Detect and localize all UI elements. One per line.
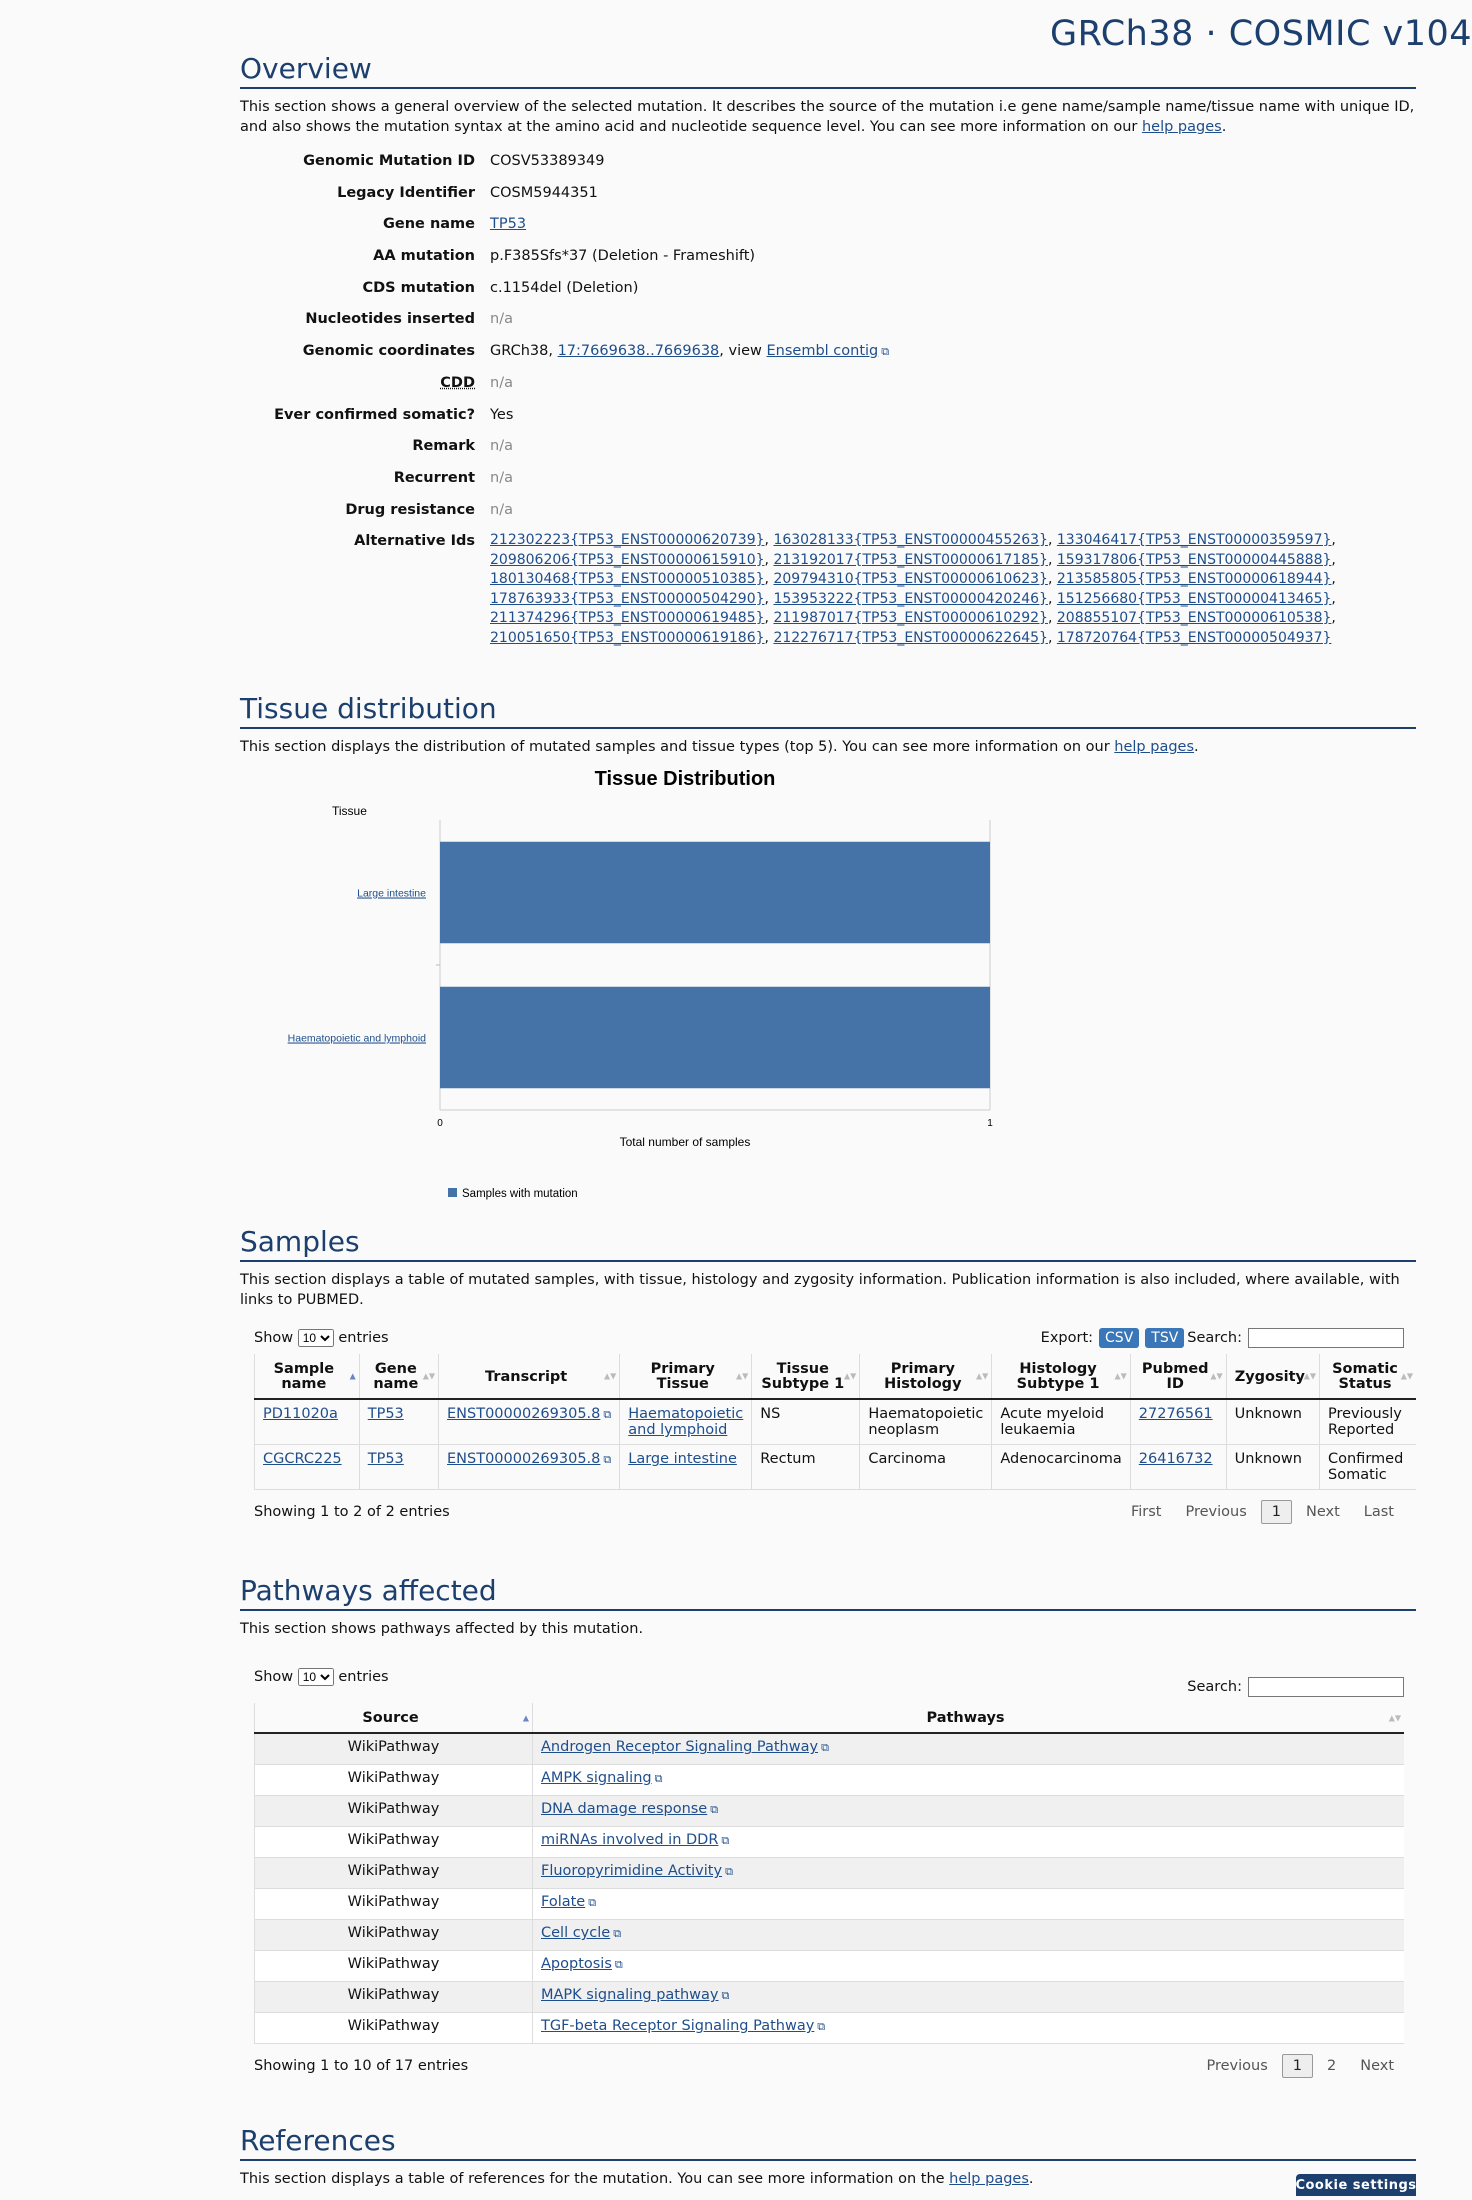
row-legacy-identifier — [240, 183, 1416, 215]
histology_sub-value: Adenocarcinoma — [1000, 1451, 1122, 1468]
samples-cell-sample — [255, 1399, 360, 1445]
gene-link[interactable]: TP53 — [367, 1451, 404, 1468]
tissue-description — [240, 737, 1415, 757]
alternative-id-link[interactable]: 159317806{TP53_ENST00000445888} — [1056, 551, 1332, 568]
pathway-source-cell — [255, 1796, 533, 1827]
external-link-icon: ⧉ — [821, 1741, 829, 1755]
samples-length — [254, 1329, 389, 1347]
row-cds-mutation — [240, 278, 1416, 310]
sort-icon: ▲▼ — [1400, 1371, 1413, 1381]
label-gene-name: Gene name — [383, 216, 475, 233]
ensembl-contig-link[interactable]: Ensembl contig — [766, 343, 879, 360]
pathway-row — [255, 1796, 1405, 1827]
pathway-name-cell — [533, 1982, 1405, 2013]
tissue-desc-end: . — [1194, 739, 1199, 756]
samples-col-label: Transcript — [485, 1368, 568, 1385]
external-link-icon: ⧉ — [603, 1453, 612, 1467]
col-pathways-label: Pathways — [926, 1710, 1005, 1727]
row-genomic-mutation-id — [240, 151, 1416, 183]
pathway-name-cell — [533, 1951, 1405, 1982]
tissue-title: Tissue distribution — [240, 692, 1416, 729]
coord-mid: , view — [719, 343, 767, 360]
pathway-link[interactable]: miRNAs involved in DDR — [541, 1832, 719, 1849]
value-aa-mutation: p.F385Sfs*37 (Deletion - Frameshift) — [490, 248, 756, 265]
row-remark — [240, 436, 1416, 468]
value-cds-mutation: c.1154del (Deletion) — [490, 279, 639, 296]
label-aa-mutation: AA mutation — [373, 248, 475, 265]
samples-entries-label: entries — [338, 1330, 389, 1347]
samples-previous-button[interactable]: Previous — [1185, 1504, 1247, 1521]
references-description — [240, 2169, 1415, 2189]
external-link-icon: ⧉ — [654, 1772, 663, 1786]
pathway-source-cell — [255, 1858, 533, 1889]
tissue-section — [240, 692, 1416, 1215]
pathway-source: WikiPathway — [347, 2018, 440, 2035]
pathway-source: WikiPathway — [347, 1832, 440, 1849]
label-genomic-coordinates: Genomic coordinates — [302, 343, 475, 360]
row-nucleotides-inserted — [240, 309, 1416, 341]
row-gene-name — [240, 214, 1416, 246]
samples-cell-histology — [860, 1399, 992, 1445]
samples-controls — [254, 1328, 1404, 1348]
samples-last-button[interactable]: Last — [1363, 1504, 1394, 1521]
chart-category-label[interactable]: Large intestine — [357, 887, 426, 900]
label-genomic-mutation-id: Genomic Mutation ID — [303, 153, 475, 169]
chart-bar[interactable] — [440, 987, 990, 1089]
pathway-link[interactable]: MAPK signaling pathway — [541, 1987, 719, 2004]
tissue_sub-value: NS — [760, 1406, 781, 1423]
samples-cell-sample — [255, 1445, 360, 1490]
samples-show-label: Show — [254, 1330, 294, 1347]
histology-value: Haematopoietic neoplasm — [868, 1406, 984, 1439]
samples-col-5[interactable] — [860, 1354, 992, 1399]
chart-x-tick-label: 1 — [987, 1118, 993, 1130]
pathway-source-cell — [255, 1889, 533, 1920]
pathways-entries-select[interactable] — [298, 1668, 334, 1686]
samples-col-label: Primary Tissue — [650, 1361, 715, 1393]
col-source[interactable] — [255, 1703, 533, 1733]
sort-icon: ▲▼ — [603, 1371, 617, 1381]
pathways-info: Showing 1 to 10 of 17 entries — [254, 2058, 469, 2075]
pathway-link[interactable]: TGF-beta Receptor Signaling Pathway — [541, 2018, 815, 2035]
histology-value: Carcinoma — [868, 1451, 947, 1468]
pathway-source: WikiPathway — [347, 1739, 440, 1756]
value-nucleotides-inserted: n/a — [490, 311, 513, 328]
overview-desc-end: . — [1221, 119, 1227, 135]
samples-row — [255, 1399, 1417, 1445]
somatic-value: Confirmed Somatic — [1328, 1451, 1404, 1484]
samples-description: This section displays a table of mutated samples, with tissue, histology and zygosity information. Publication information is also included, where available, with links to PUBMED. — [240, 1272, 1400, 1309]
alternative-id-link[interactable]: 210051650{TP53_ENST00000619186} — [490, 629, 765, 646]
pathway-source-cell — [255, 2013, 533, 2044]
samples-col-label: Primary Histology — [884, 1361, 962, 1393]
pathway-source: WikiPathway — [347, 1801, 440, 1818]
sort-icon: ▲▼ — [1210, 1371, 1223, 1381]
samples-table — [254, 1354, 1416, 1490]
alternative-id-link[interactable]: 213585805{TP53_ENST00000618944} — [1056, 571, 1332, 588]
sort-icon: ▲▼ — [1114, 1371, 1127, 1381]
alternative-id-link[interactable]: 209794310{TP53_ENST00000610623} — [773, 571, 1048, 588]
sort-icon: ▲▼ — [422, 1371, 435, 1381]
samples-search-label: Search: — [1187, 1330, 1242, 1347]
samples-col-label: Sample name — [273, 1361, 335, 1393]
overview-title: Overview — [240, 52, 1416, 89]
gene-name-link[interactable]: TP53 — [490, 216, 527, 233]
value-legacy-identifier: COSM5944351 — [490, 184, 598, 201]
row-recurrent — [240, 468, 1416, 500]
samples-cell-zygosity — [1226, 1399, 1319, 1445]
references-title: References — [240, 2124, 1416, 2161]
chart-legend-label[interactable]: Samples with mutation — [462, 1188, 578, 1201]
samples-cell-histology — [860, 1445, 992, 1490]
pathway-row — [255, 1889, 1405, 1920]
coord-prefix: GRCh38, — [490, 343, 558, 360]
pathway-source: WikiPathway — [347, 1894, 440, 1911]
samples-col-3[interactable] — [620, 1354, 752, 1399]
value-cdd: n/a — [490, 374, 513, 391]
sample-link[interactable]: PD11020a — [263, 1406, 338, 1423]
assembly-title: GRCh38 · COSMIC v104 — [1050, 14, 1472, 54]
col-pathways[interactable] — [533, 1703, 1405, 1733]
pathway-name-cell — [533, 1858, 1405, 1889]
chart-legend-swatch — [448, 1188, 457, 1197]
external-link-icon: ⧉ — [588, 1896, 597, 1910]
external-link-icon: ⧉ — [614, 1958, 623, 1972]
somatic-value: Previously Reported — [1328, 1406, 1402, 1439]
external-link-icon: ⧉ — [817, 2020, 826, 2034]
pathway-name-cell — [533, 1733, 1405, 1765]
pathways-controls — [254, 1657, 1404, 1697]
row-drug-resistance — [240, 500, 1416, 532]
pathway-source: WikiPathway — [347, 1770, 440, 1787]
tissue-chart — [240, 765, 1416, 1215]
value-drug-resistance: n/a — [490, 501, 513, 518]
pathway-link[interactable]: DNA damage response — [541, 1801, 708, 1818]
pathway-row — [255, 1982, 1405, 2013]
pathway-source-cell — [255, 1733, 533, 1765]
samples-cell-histology_sub — [992, 1445, 1130, 1490]
pathway-name-cell — [533, 1796, 1405, 1827]
genomic-coordinates-link[interactable]: 17:7669638..7669638 — [557, 343, 720, 360]
col-source-label: Source — [362, 1710, 419, 1727]
row-alternative-ids — [240, 531, 1416, 648]
samples-col-2[interactable] — [439, 1354, 620, 1399]
samples-cell-tissue_sub — [752, 1445, 860, 1490]
samples-col-label: Pubmed ID — [1141, 1361, 1209, 1393]
samples-col-6[interactable] — [992, 1354, 1130, 1399]
sort-asc-icon: ▲ — [522, 1713, 529, 1723]
external-link-icon: ⧉ — [721, 1834, 730, 1848]
value-ever-confirmed-somatic: Yes — [490, 406, 514, 423]
external-link-icon: ⧉ — [725, 1865, 733, 1879]
samples-col-1[interactable] — [359, 1354, 438, 1399]
samples-col-4[interactable] — [752, 1354, 860, 1399]
label-legacy-identifier: Legacy Identifier — [337, 184, 475, 201]
overview-help-link[interactable]: help pages — [1141, 119, 1222, 135]
samples-body — [255, 1399, 1417, 1490]
export-label: Export: — [1040, 1330, 1094, 1347]
external-link-icon: ⧉ — [721, 1989, 730, 2003]
pathways-table — [254, 1703, 1404, 2044]
pathways-previous-button[interactable]: Previous — [1206, 2058, 1268, 2075]
label-cdd: CDD — [440, 374, 475, 391]
pathways-search — [1187, 1677, 1404, 1697]
zygosity-value: Unknown — [1234, 1451, 1302, 1468]
alternative-id-link[interactable]: 153953222{TP53_ENST00000420246} — [773, 590, 1048, 607]
pathway-name-cell — [533, 1765, 1405, 1796]
pathway-name-cell — [533, 1889, 1405, 1920]
pathway-link[interactable]: Apoptosis — [541, 1956, 612, 1973]
main-content — [240, 52, 1416, 2197]
label-alternative-ids: Alternative Ids — [354, 533, 475, 550]
references-desc-text: This section displays a table of references for the mutation. You can see more information on the — [240, 2171, 950, 2188]
pathways-page-2-button[interactable]: 2 — [1326, 2058, 1337, 2075]
pubmed-link[interactable]: 26416732 — [1138, 1451, 1213, 1468]
samples-col-label: Tissue Subtype 1 — [761, 1361, 845, 1393]
sort-icon: ▲▼ — [976, 1371, 989, 1381]
alternative-id-link[interactable]: 209806206{TP53_ENST00000615910} — [490, 551, 765, 568]
pathway-name-cell — [533, 1827, 1405, 1858]
pathways-entries-label: entries — [338, 1669, 389, 1686]
value-genomic-mutation-id: COSV53389349 — [490, 153, 605, 169]
samples-col-8[interactable] — [1226, 1354, 1319, 1399]
gene-link[interactable]: TP53 — [367, 1406, 404, 1423]
samples-search-input[interactable] — [1248, 1328, 1404, 1348]
pathway-source-cell — [255, 1982, 533, 2013]
pathway-name-cell — [533, 2013, 1405, 2044]
samples-cell-transcript — [439, 1399, 620, 1445]
samples-cell-somatic — [1320, 1445, 1417, 1490]
samples-pagination — [1121, 1500, 1404, 1524]
pathways-title: Pathways affected — [240, 1574, 1416, 1611]
tissue-desc-text: This section displays the distribution of mutated samples and tissue types (top 5). You can see more information on our — [240, 739, 1115, 756]
samples-col-label: Histology Subtype 1 — [1016, 1361, 1100, 1393]
samples-col-label: Gene name — [373, 1361, 419, 1393]
alternative-id-link[interactable]: 180130468{TP53_ENST00000510385} — [490, 571, 765, 588]
sample-link[interactable]: CGCRC225 — [263, 1451, 342, 1468]
alternative-id-link[interactable]: 208855107{TP53_ENST00000610538} — [1056, 610, 1332, 627]
pathway-source: WikiPathway — [347, 1956, 440, 1973]
pathways-body — [255, 1733, 1405, 2044]
pathways-next-button[interactable]: Next — [1360, 2058, 1394, 2075]
pathways-length — [254, 1668, 389, 1686]
row-ever-confirmed-somatic — [240, 405, 1416, 437]
value-remark: n/a — [490, 438, 513, 455]
transcript-link[interactable]: ENST00000269305.8 — [447, 1451, 601, 1468]
chart-bar[interactable] — [440, 842, 990, 944]
pathway-link[interactable]: Folate — [541, 1894, 586, 1911]
alternative-id-link[interactable]: 133046417{TP53_ENST00000359597} — [1056, 532, 1332, 549]
samples-first-button[interactable]: First — [1130, 1504, 1162, 1521]
pubmed-link[interactable]: 27276561 — [1138, 1406, 1213, 1423]
pathway-source-cell — [255, 1920, 533, 1951]
pathways-pagination — [1196, 2054, 1404, 2078]
references-desc-end: . — [1028, 2171, 1034, 2188]
tissue-link[interactable]: Large intestine — [628, 1451, 737, 1468]
pathway-row — [255, 2013, 1405, 2044]
sort-icon: ▲▼ — [1303, 1371, 1316, 1381]
tissue-link[interactable]: Haematopoietic and lymphoid — [628, 1406, 744, 1439]
transcript-link[interactable]: ENST00000269305.8 — [447, 1406, 601, 1423]
overview-description — [240, 97, 1415, 137]
pathway-row — [255, 1858, 1405, 1889]
samples-cell-pubmed — [1130, 1445, 1226, 1490]
samples-page-1-button[interactable]: 1 — [1261, 1500, 1292, 1524]
alternative-id-link[interactable]: 211374296{TP53_ENST00000619485} — [490, 610, 765, 627]
samples-col-7[interactable] — [1130, 1354, 1226, 1399]
alternative-ids-list: 212302223{TP53_ENST00000620739}, 163028133{TP53_ENST00000455263}, 133046417{TP53_ENST00000359597}, 209806206{TP53_ENST00000615910}, 213192017{TP53_ENST00000617185}, 159317806{TP53_ENST00000445888}, 180130468{TP53_ENST00000510385}, 209794310{TP53_ENST00000610623}, 213585805{TP53_ENST00000618944}, 178763933{TP53_ENST00000504290}, 153953222{TP53_ENST00000420246}, 151256680{TP53_ENST00000413465}, 211374296{TP53_ENST00000619485}, 211987017{TP53_ENST00000610292}, 208855107{TP53_ENST00000610538}, 210051650{TP53_ENST00000619186}, 212276717{TP53_ENST00000622645}, 178720764{TP53_ENST00000504937} — [490, 532, 1336, 646]
pathway-link[interactable]: Cell cycle — [541, 1925, 611, 1942]
zygosity-value: Unknown — [1234, 1406, 1302, 1423]
sort-icon: ▲▼ — [735, 1371, 749, 1381]
samples-col-9[interactable] — [1320, 1354, 1417, 1399]
alternative-id-link[interactable]: 212302223{TP53_ENST00000620739} — [490, 532, 765, 549]
cookie-settings-button[interactable]: Cookie settings — [1296, 2174, 1416, 2196]
pathway-row — [255, 1951, 1405, 1982]
pathway-row — [255, 1920, 1405, 1951]
samples-cell-tissue — [620, 1445, 752, 1490]
sort-icon: ▲▼ — [844, 1371, 857, 1381]
pathways-pager-bar — [254, 2054, 1404, 2078]
external-link-icon: ⧉ — [603, 1408, 612, 1422]
tissue-help-link[interactable]: help pages — [1114, 739, 1195, 756]
label-recurrent: Recurrent — [393, 469, 475, 486]
pathway-row — [255, 1733, 1405, 1765]
label-drug-resistance: Drug resistance — [345, 501, 475, 518]
samples-title: Samples — [240, 1225, 1416, 1262]
pathway-source-cell — [255, 1765, 533, 1796]
pathway-link[interactable]: AMPK signaling — [541, 1770, 652, 1787]
pathway-row — [255, 1765, 1405, 1796]
samples-col-label: Somatic Status — [1332, 1361, 1398, 1393]
samples-pager-bar — [254, 1500, 1404, 1524]
pathways-section — [240, 1574, 1416, 2078]
samples-entries-select[interactable] — [298, 1329, 334, 1347]
chart-category-label[interactable]: Haematopoietic and lymphoid — [287, 1032, 426, 1045]
pathway-source: WikiPathway — [347, 1863, 440, 1880]
pathways-description: This section shows pathways affected by this mutation. — [240, 1621, 644, 1638]
samples-cell-histology_sub — [992, 1399, 1130, 1445]
samples-cell-gene — [359, 1399, 438, 1445]
tissue-chart-svg — [240, 765, 1416, 1215]
pathways-header-row — [255, 1703, 1405, 1733]
references-section — [240, 2124, 1416, 2189]
alternative-id-link[interactable]: 178720764{TP53_ENST00000504937} — [1056, 629, 1332, 646]
external-link-icon: ⧉ — [613, 1927, 622, 1941]
pathways-show-label: Show — [254, 1669, 294, 1686]
alternative-id-link[interactable]: 212276717{TP53_ENST00000622645} — [773, 629, 1048, 646]
pathway-source-cell — [255, 1951, 533, 1982]
external-link-icon: ⧉ — [710, 1803, 719, 1817]
samples-export-search — [1041, 1328, 1404, 1348]
pathway-name-cell — [533, 1920, 1405, 1951]
samples-col-label: Zygosity — [1234, 1368, 1305, 1385]
pathway-source: WikiPathway — [347, 1925, 440, 1942]
row-genomic-coordinates — [240, 341, 1416, 373]
sort-asc-icon: ▲ — [349, 1371, 356, 1381]
pathways-search-input[interactable] — [1248, 1677, 1404, 1697]
alternative-id-link[interactable]: 151256680{TP53_ENST00000413465} — [1056, 590, 1332, 607]
chart-x-axis-label: Total number of samples — [619, 1135, 751, 1150]
export-tsv-button[interactable]: TSV — [1145, 1328, 1184, 1348]
label-nucleotides-inserted: Nucleotides inserted — [305, 311, 475, 328]
chart-x-tick-label: 0 — [437, 1118, 443, 1130]
pathways-search-label: Search: — [1187, 1679, 1242, 1696]
samples-row — [255, 1445, 1417, 1490]
samples-col-0[interactable] — [255, 1354, 360, 1399]
chart-y-axis-label: Tissue — [332, 804, 367, 819]
value-recurrent: n/a — [490, 469, 513, 486]
pathway-link[interactable]: Fluoropyrimidine Activity — [541, 1863, 723, 1880]
samples-cell-zygosity — [1226, 1445, 1319, 1490]
samples-info: Showing 1 to 2 of 2 entries — [254, 1504, 450, 1521]
pathway-source: WikiPathway — [347, 1987, 440, 2004]
chart-title: Tissue Distribution — [594, 768, 776, 791]
tissue_sub-value: Rectum — [760, 1451, 816, 1468]
label-ever-confirmed-somatic: Ever confirmed somatic? — [274, 406, 475, 423]
samples-cell-pubmed — [1130, 1399, 1226, 1445]
samples-cell-somatic — [1320, 1399, 1417, 1445]
export-csv-button[interactable]: CSV — [1099, 1328, 1139, 1348]
label-remark: Remark — [412, 438, 475, 455]
references-help-link[interactable]: help pages — [949, 2171, 1029, 2188]
pathway-source-cell — [255, 1827, 533, 1858]
alternative-id-link[interactable]: 213192017{TP53_ENST00000617185} — [773, 551, 1048, 568]
samples-cell-gene — [359, 1445, 438, 1490]
overview-section — [240, 52, 1416, 648]
mutation-details — [240, 151, 1416, 648]
samples-header-row — [255, 1354, 1417, 1399]
samples-section — [240, 1225, 1416, 1524]
alternative-id-link[interactable]: 178763933{TP53_ENST00000504290} — [490, 590, 765, 607]
external-link-icon: ⧉ — [881, 345, 890, 359]
label-cds-mutation: CDS mutation — [362, 279, 475, 296]
overview-desc-text: This section shows a general overview of the selected mutation. It describes the source of the mutation i.e gene name/sample name/tissue name with unique ID, and also shows the mutation syntax at the amino acid and nucleotide sequence level. You can see more information on our — [240, 99, 1415, 135]
alternative-id-link[interactable]: 163028133{TP53_ENST00000455263} — [773, 532, 1048, 549]
pathway-link[interactable]: Androgen Receptor Signaling Pathway — [541, 1739, 819, 1756]
samples-cell-transcript — [439, 1445, 620, 1490]
row-aa-mutation — [240, 246, 1416, 278]
pathways-page-1-button[interactable]: 1 — [1282, 2054, 1313, 2078]
histology_sub-value: Acute myeloid leukaemia — [1000, 1406, 1105, 1439]
sort-icon: ▲▼ — [1388, 1713, 1401, 1723]
pathway-row — [255, 1827, 1405, 1858]
samples-next-button[interactable]: Next — [1306, 1504, 1340, 1521]
alternative-id-link[interactable]: 211987017{TP53_ENST00000610292} — [773, 610, 1048, 627]
samples-cell-tissue_sub — [752, 1399, 860, 1445]
samples-cell-tissue — [620, 1399, 752, 1445]
row-cdd — [240, 373, 1416, 405]
